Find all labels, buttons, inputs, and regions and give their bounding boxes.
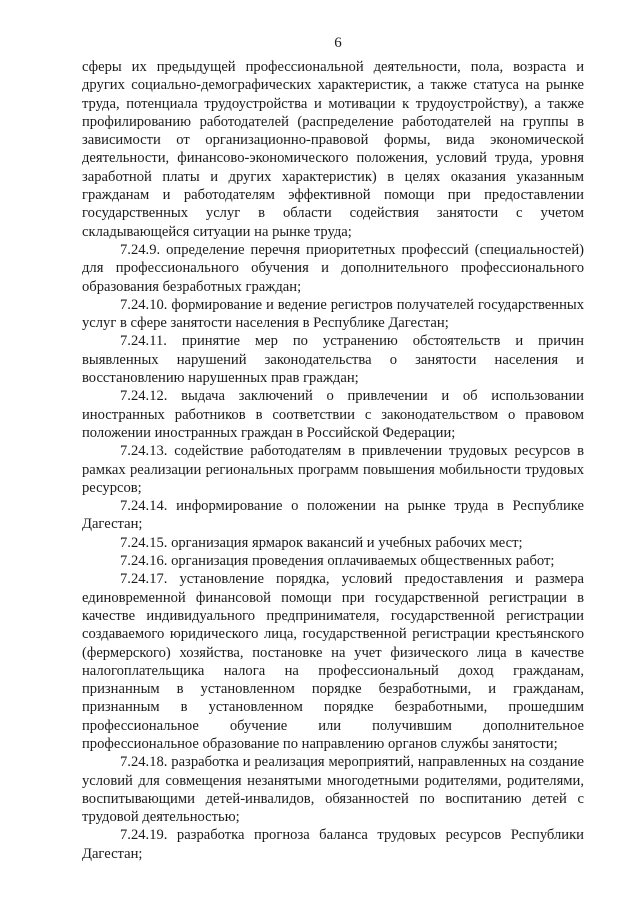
paragraph-7-24-9: 7.24.9. определение перечня приоритетных профессий (специальностей) для профессионального обучения и дополнительного профессионального образования безработных граждан;	[82, 241, 584, 295]
paragraph-7-24-13: 7.24.13. содействие работодателям в привлечении трудовых ресурсов в рамках реализации региональных программ повышения мобильности трудовых ресурсов;	[82, 443, 584, 496]
paragraph-7-24-11: 7.24.11. принятие мер по устранению обстоятельств и причин выявленных нарушений законодательства о занятости населения и восстановлению нарушенных прав граждан;	[82, 333, 584, 387]
paragraph-7-24-14: 7.24.14. информирование о положении на рынке труда в Республике Дагестан;	[82, 498, 584, 533]
paragraph-7-24-16: 7.24.16. организация проведения оплачиваемых общественных работ;	[120, 553, 555, 570]
paragraph-continuation: сферы их предыдущей профессиональной деятельности, пола, возраста и других социально-демографических характеристик, а также статуса на рынке труда, потенциала трудоустройства и мотивации к трудоустройству), а также профилированию работодателей (распределение работодателей на группы в зависимости от организационно-правовой формы, вида экономической деятельности, финансово-экономического положения, условий труда, уровня заработной платы и других характеристик) в целях оказания указанным гражданам и работодателям эффективной помощи при предоставлении государственных услуг в области содействия занятости с учетом складывающейся ситуации на рынке труда;	[82, 59, 584, 240]
paragraph-7-24-18: 7.24.18. разработка и реализация мероприятий, направленных на создание условий для совмещения незанятыми многодетными родителями, родителями, воспитывающими детей-инвалидов, обязанностей по воспитанию детей с трудовой деятельностью;	[82, 754, 584, 826]
paragraph-7-24-17: 7.24.17. установление порядка, условий предоставления и размера единовременной финансовой помощи при государственной регистрации в качестве индивидуального предпринимателя, государственной регистрации создаваемого юридического лица, государственной регистрации крестьянского (фермерского) хозяйства, постановке на учет физического лица в качестве налогоплательщика налога на профессиональный доход гражданам, признанным в установленном порядке безработными, и гражданам, признанным в установленном порядке безработными, прошедшим профессиональное обучение или получившим дополнительное профессиональное образование по направлению органов службы занятости;	[82, 571, 584, 752]
paragraph-7-24-19: 7.24.19. разработка прогноза баланса трудовых ресурсов Республики Дагестан;	[82, 827, 584, 862]
paragraph-7-24-12: 7.24.12. выдача заключений о привлечении и об использовании иностранных работников в соответствии с законодательством о правовом положении иностранных граждан в Российской Федерации;	[82, 388, 584, 441]
page-number: 6	[334, 35, 342, 51]
paragraph-7-24-15: 7.24.15. организация ярмарок вакансий и учебных рабочих мест;	[120, 534, 523, 551]
paragraph-7-24-10: 7.24.10. формирование и ведение регистров получателей государственных услуг в сфере занятости населения в Республике Дагестан;	[82, 296, 584, 332]
